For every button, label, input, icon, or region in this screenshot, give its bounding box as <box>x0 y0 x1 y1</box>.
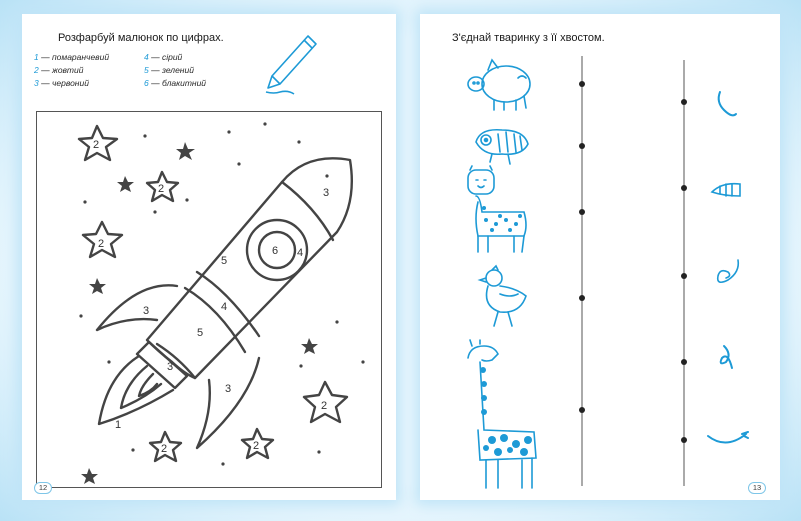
bird-picture <box>478 266 534 330</box>
rocket-nozzle <box>137 342 187 388</box>
rocket-flame-core <box>139 374 157 396</box>
connect-dot <box>579 81 585 87</box>
dot <box>299 364 302 367</box>
number-label: 2 <box>158 183 165 195</box>
rocket-lower-line <box>157 344 195 378</box>
dot <box>79 314 82 317</box>
connect-dot <box>579 143 585 149</box>
rocket-coloring-picture <box>37 112 383 489</box>
dot <box>143 134 146 137</box>
rocket-fin-left <box>97 285 177 330</box>
small-star <box>81 468 98 484</box>
leopard-picture <box>464 166 534 254</box>
coloring-frame <box>36 111 382 488</box>
number-label: 2 <box>321 400 328 412</box>
tail-striped-picture <box>710 180 744 200</box>
dot <box>317 450 320 453</box>
connect-dot <box>579 209 585 215</box>
connect-dot <box>681 185 687 191</box>
connect-dot <box>579 407 585 413</box>
tail-curly-picture <box>714 88 742 122</box>
legend-col-2 <box>144 51 206 90</box>
chameleon-picture <box>472 122 532 166</box>
number-label: 3 <box>167 361 174 373</box>
dot <box>221 462 224 465</box>
connect-dot <box>579 295 585 301</box>
legend-item: 6 — блакитний <box>144 78 207 88</box>
number-label: 1 <box>115 419 122 431</box>
tail-tuft-picture <box>706 428 750 450</box>
left-page <box>22 14 396 500</box>
number-label: 5 <box>221 255 228 267</box>
left-page-title: Розфарбуй малюнок по цифрах. <box>58 32 224 44</box>
right-page <box>420 14 780 500</box>
dot <box>297 140 300 143</box>
dot <box>361 360 364 363</box>
dot <box>153 210 156 213</box>
tail-spiral-picture <box>710 258 744 294</box>
number-label: 3 <box>323 187 330 199</box>
connect-dot <box>681 99 687 105</box>
legend-item: 2 — жовтий <box>34 65 84 75</box>
right-page-title: З'єднай тваринку з її хвостом. <box>452 32 605 44</box>
number-label: 3 <box>143 305 150 317</box>
number-label: 2 <box>253 440 260 452</box>
rocket-flame <box>99 356 173 424</box>
dot <box>227 130 230 133</box>
dot <box>335 320 338 323</box>
rocket-fin-right <box>197 358 259 448</box>
connect-dot <box>681 437 687 443</box>
number-label: 5 <box>197 327 204 339</box>
connect-dot <box>681 359 687 365</box>
dot <box>83 200 86 203</box>
legend-item: 1 — помаранчевий <box>34 52 110 62</box>
dot <box>325 174 328 177</box>
small-star <box>117 176 134 192</box>
small-star <box>176 142 195 160</box>
legend-col-1 <box>34 51 109 90</box>
pig-picture <box>466 56 536 112</box>
page-number-left: 12 <box>34 482 52 494</box>
page-number-right: 13 <box>748 482 766 494</box>
number-label: 4 <box>221 301 228 313</box>
dot <box>237 162 240 165</box>
rocket-band <box>185 288 245 352</box>
small-star <box>89 278 106 294</box>
legend-item: 4 — сірий <box>144 52 183 62</box>
dot <box>185 198 188 201</box>
pencil-icon <box>260 32 322 102</box>
rocket-body <box>147 158 352 378</box>
giraffe-picture <box>464 340 544 490</box>
tail-feather-picture <box>712 344 738 378</box>
dot <box>107 360 110 363</box>
number-label: 2 <box>161 443 168 455</box>
legend-item: 3 — червоний <box>34 78 89 88</box>
dot <box>263 122 266 125</box>
number-label: 3 <box>225 383 232 395</box>
number-label: 2 <box>93 139 100 151</box>
number-label: 4 <box>297 247 304 259</box>
number-label: 6 <box>272 245 279 257</box>
small-star <box>301 338 318 354</box>
dot <box>131 448 134 451</box>
legend-item: 5 — зелений <box>144 65 194 75</box>
connect-dot <box>681 273 687 279</box>
number-label: 2 <box>98 238 105 250</box>
